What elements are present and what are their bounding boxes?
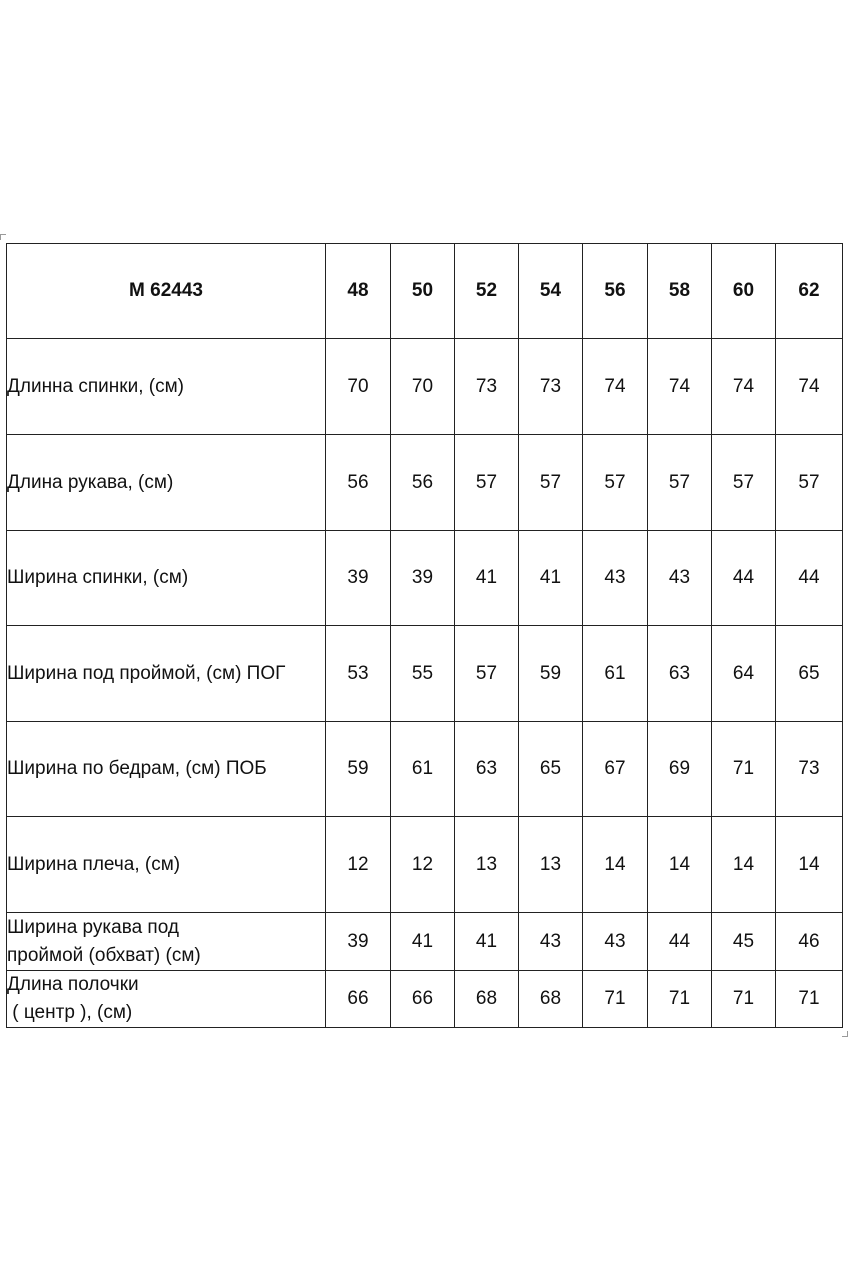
measurement-row [7,722,843,817]
measurement-value: 74 [648,339,712,435]
measurement-value: 56 [326,435,391,531]
measurement-label [7,971,326,1028]
measurement-value: 39 [326,913,391,971]
size-chart-table [6,243,843,1028]
measurement-value: 44 [648,913,712,971]
measurement-value: 71 [712,971,776,1028]
measurement-value: 71 [648,971,712,1028]
measurement-label [7,913,326,971]
measurement-row [7,435,843,531]
measurement-value: 64 [712,626,776,722]
measurement-label-line: Ширина рукава под [7,916,179,938]
measurement-value: 53 [326,626,391,722]
measurement-label-line: Длина полочки [7,974,139,995]
measurement-value: 66 [391,971,455,1028]
measurement-value: 45 [712,913,776,971]
measurement-value: 14 [648,817,712,913]
measurement-value: 66 [326,971,391,1028]
measurement-value: 44 [712,531,776,626]
header-row [7,244,843,339]
measurement-value: 13 [519,817,583,913]
measurement-value: 65 [776,626,843,722]
size-header: 52 [455,244,519,339]
size-header: 48 [326,244,391,339]
measurement-value: 41 [455,913,519,971]
measurement-value: 63 [648,626,712,722]
measurement-label [7,722,326,817]
measurement-value: 41 [455,531,519,626]
size-header: 58 [648,244,712,339]
measurement-label-line: Ширина по бедрам, (см) ПОБ [7,758,267,779]
measurement-value: 70 [326,339,391,435]
measurement-value: 61 [583,626,648,722]
measurement-value: 63 [455,722,519,817]
measurement-row [7,339,843,435]
measurement-row [7,971,843,1028]
size-header: 50 [391,244,455,339]
measurement-value: 55 [391,626,455,722]
size-chart-body [7,244,843,1028]
measurement-value: 44 [776,531,843,626]
measurement-row [7,817,843,913]
measurement-label [7,817,326,913]
measurement-value: 61 [391,722,455,817]
measurement-value: 59 [326,722,391,817]
measurement-value: 14 [776,817,843,913]
measurement-label-line: Ширина под проймой, (см) ПОГ [7,662,286,684]
measurement-value: 57 [519,435,583,531]
measurement-value: 57 [648,435,712,531]
measurement-label-line: Длинна спинки, (см) [7,375,184,397]
measurement-label [7,339,326,435]
measurement-row [7,626,843,722]
measurement-row [7,913,843,971]
measurement-value: 56 [391,435,455,531]
measurement-value: 41 [519,531,583,626]
measurement-label [7,531,326,626]
size-header: 56 [583,244,648,339]
measurement-label-line: Ширина спинки, (см) [7,567,189,588]
size-header: 54 [519,244,583,339]
measurement-value: 69 [648,722,712,817]
model-number: M 62443 [7,244,326,339]
measurement-value: 57 [712,435,776,531]
measurement-value: 68 [519,971,583,1028]
measurement-value: 39 [391,531,455,626]
measurement-value: 71 [712,722,776,817]
corner-crop-mark [842,1031,848,1037]
measurement-value: 68 [455,971,519,1028]
measurement-value: 43 [583,531,648,626]
measurement-label-line: проймой (обхват) (см) [7,944,201,966]
measurement-value: 74 [776,339,843,435]
measurement-value: 73 [519,339,583,435]
measurement-value: 43 [519,913,583,971]
corner-crop-mark [0,234,6,240]
measurement-label [7,626,326,722]
measurement-value: 39 [326,531,391,626]
measurement-value: 74 [583,339,648,435]
measurement-value: 57 [455,626,519,722]
measurement-label-line: ( центр ), (см) [7,1002,133,1023]
measurement-value: 67 [583,722,648,817]
measurement-value: 43 [583,913,648,971]
measurement-value: 71 [583,971,648,1028]
measurement-value: 46 [776,913,843,971]
measurement-label-line: Длина рукава, (см) [7,471,174,493]
measurement-value: 14 [583,817,648,913]
size-header: 62 [776,244,843,339]
measurement-value: 57 [776,435,843,531]
measurement-value: 12 [391,817,455,913]
measurement-value: 71 [776,971,843,1028]
measurement-value: 43 [648,531,712,626]
size-header: 60 [712,244,776,339]
measurement-value: 59 [519,626,583,722]
measurement-value: 57 [455,435,519,531]
measurement-value: 65 [519,722,583,817]
measurement-value: 57 [583,435,648,531]
measurement-value: 12 [326,817,391,913]
measurement-value: 13 [455,817,519,913]
measurement-value: 41 [391,913,455,971]
measurement-label-line: Ширина плеча, (см) [7,853,181,875]
measurement-value: 74 [712,339,776,435]
measurement-value: 70 [391,339,455,435]
measurement-row [7,531,843,626]
measurement-value: 73 [455,339,519,435]
measurement-label [7,435,326,531]
measurement-value: 73 [776,722,843,817]
measurement-value: 14 [712,817,776,913]
